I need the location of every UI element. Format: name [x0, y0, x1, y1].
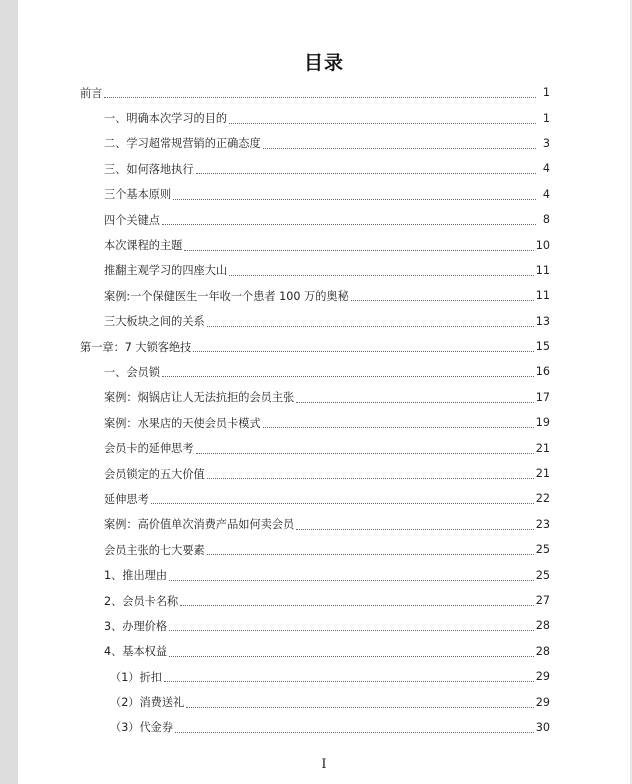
toc-entry-page: 1: [542, 86, 550, 100]
page-margin: [0, 0, 18, 784]
toc-entry-label: 推翻主观学习的四座大山: [104, 264, 228, 278]
toc-entry-label: 3、办理价格: [104, 619, 168, 633]
toc-entry-label: 案例:一个保健医生一年收一个患者 100 万的奥秘: [104, 289, 349, 303]
toc-entry[interactable]: [80, 435, 550, 460]
toc-leader-dots: [164, 681, 534, 682]
toc-leader-dots: [169, 630, 534, 631]
toc-entry[interactable]: [80, 283, 550, 308]
toc-entry-label: 延伸思考: [104, 492, 149, 506]
toc-entry[interactable]: [80, 588, 550, 613]
toc-entry-label: 二、学习超常规营销的正确态度: [104, 137, 261, 151]
toc-entry-page: 4: [542, 162, 550, 176]
toc-entry[interactable]: [80, 182, 550, 207]
toc-entry[interactable]: [80, 207, 550, 232]
toc-entry[interactable]: [80, 664, 550, 689]
page-number-footer: I: [321, 757, 327, 772]
toc-leader-dots: [207, 554, 534, 555]
toc-entry[interactable]: [80, 410, 550, 435]
toc-entry[interactable]: [80, 512, 550, 537]
toc-entry[interactable]: [80, 461, 550, 486]
toc-leader-dots: [151, 503, 534, 504]
toc-entry-label: 前言: [80, 86, 103, 100]
toc-entry-page: 30: [535, 720, 550, 734]
toc-leader-dots: [169, 580, 534, 581]
toc-entry-page: 21: [535, 441, 550, 455]
toc-entry[interactable]: [80, 131, 550, 156]
toc-entry-label: 会员主张的七大要素: [104, 543, 205, 557]
toc-leader-dots: [175, 732, 534, 733]
toc-leader-dots: [296, 402, 534, 403]
toc-entry[interactable]: [80, 156, 550, 181]
toc-entry-page: 28: [535, 644, 550, 658]
toc-leader-dots: [169, 656, 534, 657]
toc-leader-dots: [263, 427, 534, 428]
toc-entry-page: 4: [542, 187, 550, 201]
toc-entry-label: 案例：水果店的天使会员卡模式: [104, 416, 261, 430]
toc-entry[interactable]: [80, 537, 550, 562]
toc-entry-label: 案例：高价值单次消费产品如何卖会员: [104, 518, 295, 532]
toc-entry[interactable]: [80, 639, 550, 664]
toc-entry-label: 4、基本权益: [104, 645, 168, 659]
toc-entry-page: 25: [535, 543, 550, 557]
toc-entry-label: 三个基本原则: [104, 188, 172, 202]
toc-entry[interactable]: [80, 562, 550, 587]
toc-leader-dots: [162, 224, 536, 225]
toc-entry-page: 27: [535, 594, 550, 607]
toc-title: 目录: [303, 52, 344, 74]
toc-entry-label: 会员锁定的五大价值: [104, 467, 205, 481]
toc-entry-label: 2、会员卡名称: [104, 594, 179, 608]
toc-entry[interactable]: [80, 359, 550, 384]
toc-entry-label: （1）折扣: [110, 670, 162, 684]
toc-entry[interactable]: [80, 689, 550, 714]
toc-entry[interactable]: [80, 232, 550, 257]
toc-entry-label: （3）代金券: [110, 721, 174, 735]
toc-entry-page: 3: [542, 136, 550, 150]
table-of-contents: [80, 80, 550, 740]
toc-entry-label: （2）消费送礼: [110, 696, 185, 710]
toc-entry[interactable]: [80, 258, 550, 283]
toc-entry[interactable]: [80, 613, 550, 638]
toc-entry-page: 1: [542, 111, 550, 125]
toc-leader-dots: [180, 605, 534, 606]
toc-entry-label: 一、会员锁: [104, 365, 160, 379]
toc-leader-dots: [193, 351, 533, 352]
toc-entry-label: 四个关键点: [104, 213, 160, 227]
toc-entry-page: 19: [535, 416, 550, 430]
toc-entry-page: 29: [535, 695, 550, 709]
toc-entry[interactable]: [80, 105, 550, 130]
toc-leader-dots: [229, 275, 534, 276]
toc-entry-label: 一、明确本次学习的目的: [104, 112, 228, 126]
toc-entry-label: 三、如何落地执行: [104, 162, 194, 176]
toc-leader-dots: [263, 148, 536, 149]
toc-leader-dots: [184, 250, 533, 251]
toc-leader-dots: [186, 707, 534, 708]
toc-entry-page: 23: [535, 517, 550, 531]
toc-entry[interactable]: [80, 80, 550, 105]
toc-entry-page: 28: [535, 619, 550, 633]
toc-entry[interactable]: [80, 385, 550, 410]
toc-entry-page: 15: [535, 340, 550, 354]
toc-entry-page: 22: [535, 492, 550, 506]
toc-entry-label: 第一章：7 大锁客绝技: [80, 340, 192, 354]
toc-entry-page: 16: [535, 365, 550, 379]
toc-entry-label: 会员卡的延伸思考: [104, 442, 194, 456]
document-page: [18, 0, 630, 784]
toc-leader-dots: [207, 326, 534, 327]
toc-entry-label: 1、推出理由: [104, 569, 168, 583]
toc-entry-label: 案例：焖锅店让人无法抗拒的会员主张: [104, 391, 295, 405]
toc-leader-dots: [173, 199, 536, 200]
toc-entry-label: 本次课程的主题: [104, 239, 183, 253]
toc-leader-dots: [196, 453, 534, 454]
toc-entry-page: 11: [535, 263, 550, 277]
toc-entry-page: 13: [535, 314, 550, 328]
toc-leader-dots: [351, 300, 534, 301]
toc-leader-dots: [196, 173, 536, 174]
toc-entry-page: 21: [535, 467, 550, 481]
toc-entry-page: 29: [535, 670, 550, 684]
toc-entry-page: 25: [535, 568, 550, 582]
toc-entry-label: 三大板块之间的关系: [104, 315, 205, 329]
toc-leader-dots: [207, 478, 534, 479]
toc-entry-page: 8: [542, 213, 550, 227]
toc-entry-page: 11: [535, 289, 550, 303]
toc-leader-dots: [104, 97, 536, 98]
toc-entry[interactable]: [80, 715, 550, 740]
toc-leader-dots: [296, 529, 534, 530]
toc-entry[interactable]: [80, 334, 550, 359]
toc-entry[interactable]: [80, 309, 550, 334]
toc-leader-dots: [162, 376, 534, 377]
toc-entry-page: 17: [535, 390, 550, 404]
toc-entry[interactable]: [80, 486, 550, 511]
toc-entry-page: 10: [535, 238, 550, 252]
toc-leader-dots: [229, 123, 536, 124]
